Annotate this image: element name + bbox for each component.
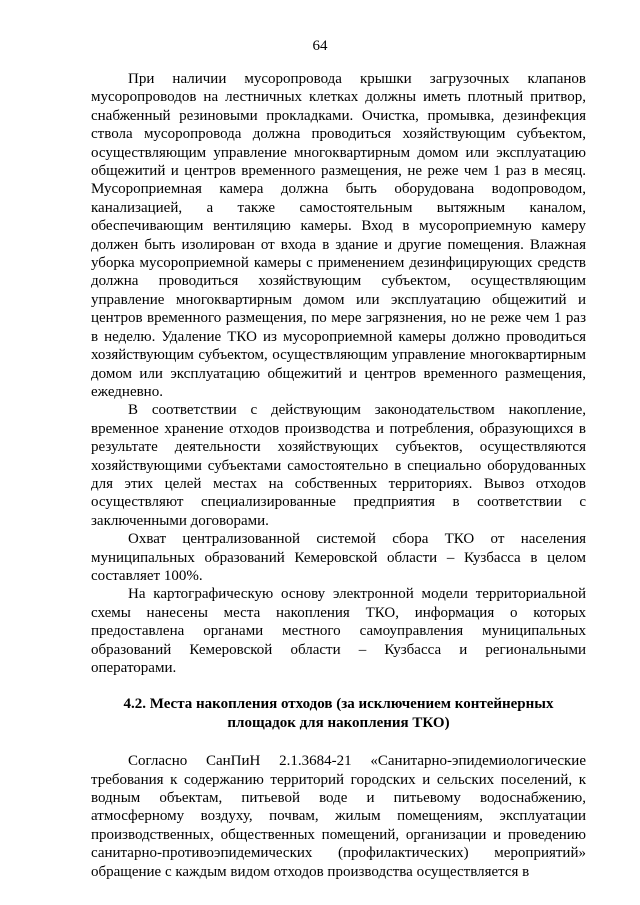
page-number: 64	[312, 38, 328, 54]
paragraph-cartographic-basis: На картографическую основу электронной модели территориальной схемы нанесены места накопления ТКО, информация о которых предоставлена органами местного самоуправления муниципальных образований Кемеровской области – Кузбасса и региональными операторами.	[91, 586, 586, 676]
paragraph-legislation: В соответствии с действующим законодательством накопление, временное хранение отходов производства и потребления, образующихся в результате деятельности хозяйствующих субъектов, осуществляются хозяйствующими субъектами самостоятельно в специально оборудованных для этих целей местах на собственных территориях. Вывоз отходов осуществляют специализированные предприятия в соответствии с заключенными договорами.	[91, 402, 586, 529]
paragraph-coverage: Охват централизованной системой сбора ТКО от населения муниципальных образований Кемеровской области – Кузбасса в целом составляет 100%.	[91, 531, 586, 584]
paragraph-sanpin: Согласно СанПиН 2.1.3684-21 «Санитарно-эпидемиологические требования к содержанию территорий городских и сельских поселений, к водным объектам, питьевой воде и питьевому водоснабжению, атмосферному воздуху, почвам, жилым помещениям, эксплуатации производственных, общественных помещений, организации и проведению санитарно-противоэпидемических (профилактических) мероприятий» обращение с каждым видом отходов производства осуществляется в	[91, 753, 586, 880]
document-body	[91, 70, 586, 881]
paragraph-garbage-chute: При наличии мусоропровода крышки загрузочных клапанов мусоропроводов на лестничных клетках должны иметь плотный притвор, снабженный резиновыми прокладками. Очистка, промывка, дезинфекция ствола мусоропровода должна проводиться хозяйствующим субъектом, осуществляющим управление многоквартирным домом или эксплуатацию общежитий и центров временного размещения, не реже чем 1 раз в месяц. Мусороприемная камера должна быть оборудована водопроводом, канализацией, а также самостоятельным вытяжным каналом, обеспечивающим вентиляцию камеры. Вход в мусороприемную камеру должен быть изолирован от входа в здание и другие помещения. Влажная уборка мусороприемной камеры с применением дезинфицирующих средств должна проводиться хозяйствующим субъектом, осуществляющим управление многоквартирным домом или эксплуатацию общежитий и центров временного размещения, по мере загрязнения, но не реже чем 1 раз в неделю. Удаление ТКО из мусороприемной камеры должно проводиться хозяйствующим субъектом, осуществляющим управление многоквартирным домом или эксплуатацию общежитий и центров временного размещения, ежедневно.	[91, 71, 586, 400]
section-heading: 4.2. Места накопления отходов (за исключением контейнерных площадок для накопления ТКО)	[123, 696, 554, 731]
